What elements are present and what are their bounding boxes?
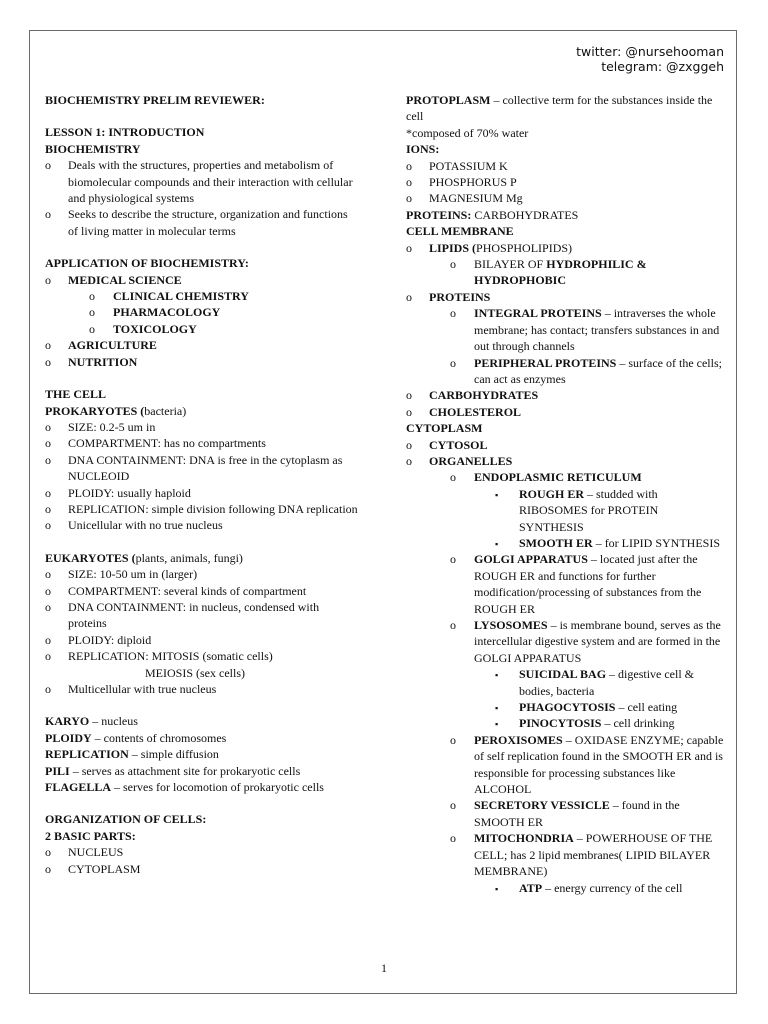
list-item: o COMPARTMENT: has no compartments — [45, 436, 266, 451]
application-heading: APPLICATION OF BIOCHEMISTRY: — [45, 256, 249, 271]
list-item: o SECRETORY VESSICLE – found in the SMOOTH ER — [450, 798, 680, 829]
definition: PILI – serves as attachment site for prokaryotic cells — [45, 763, 301, 778]
list-item: o LYSOSOMES – is membrane bound, serves as the intercellular digestive system and are formed in the GOLGI APPARATUS — [450, 618, 721, 665]
list-item: o ENDOPLASMIC RETICULUM — [450, 470, 642, 485]
document-title: BIOCHEMISTRY PRELIM REVIEWER: — [45, 93, 265, 107]
list-item: o TOXICOLOGY — [89, 321, 197, 336]
list-item: o PHARMACOLOGY — [89, 305, 221, 320]
list-item: o ORGANELLES — [406, 453, 513, 468]
definition: REPLICATION – simple diffusion — [45, 747, 219, 762]
cell-heading: THE CELL — [45, 387, 107, 402]
list-item: o CYTOPLASM — [45, 861, 141, 876]
list-item: o PLOIDY: usually haploid — [45, 485, 191, 500]
list-item: o GOLGI APPARATUS – located just after the ROUGH ER and functions for further modification/processing of substances from the ROUGH ER — [450, 552, 702, 616]
list-item: ▪ SMOOTH ER – for LIPID SYNTHESIS — [495, 535, 721, 550]
list-item: o Deals with the structures, properties and metabolism of biomolecular compounds and their interaction with cellular and physiological systems — [45, 158, 353, 206]
biochemistry-heading: BIOCHEMISTRY — [45, 141, 141, 156]
social-handles — [576, 44, 724, 74]
list-item: o INTEGRAL PROTEINS – intraverses the whole membrane; has contact; transfers substances in and out through channels — [450, 306, 720, 354]
list-item: ▪ PINOCYTOSIS – cell drinking — [495, 716, 675, 731]
cytoplasm-heading: CYTOPLASM — [406, 421, 483, 436]
list-item: o AGRICULTURE — [45, 338, 157, 353]
list-item: o SIZE: 10-50 um in (larger) — [45, 567, 198, 582]
basic-parts-heading: 2 BASIC PARTS: — [45, 828, 136, 843]
definition: KARYO – nucleus — [45, 714, 138, 729]
list-item: o CARBOHYDRATES — [406, 388, 539, 403]
left-column — [45, 92, 360, 877]
list-item: o PERIPHERAL PROTEINS – surface of the cells; can act as enzymes — [450, 355, 722, 386]
cell-membrane-heading: CELL MEMBRANE — [406, 224, 514, 239]
right-column — [406, 92, 724, 896]
list-item: o CHOLESTEROL — [406, 404, 522, 419]
list-item: o POTASSIUM K — [406, 158, 508, 173]
eukaryotes-heading: EUKARYOTES (plants, animals, fungi) — [45, 550, 243, 565]
definition: FLAGELLA – serves for locomotion of prokaryotic cells — [45, 780, 324, 795]
list-item: o MITOCHONDRIA – POWERHOUSE OF THE CELL; has 2 lipid membranes( LIPID BILAYER MEMBRANE) — [450, 831, 713, 879]
list-item: o BILAYER OF HYDROPHILIC & HYDROPHOBIC — [450, 257, 647, 288]
list-item: o LIPIDS (PHOSPHOLIPIDS) — [406, 240, 573, 255]
list-item: o NUCLEUS — [45, 845, 124, 860]
list-item: o Multicellular with true nucleus — [45, 682, 217, 696]
lesson-heading: LESSON 1: INTRODUCTION — [45, 125, 205, 140]
twitter-handle: twitter: @nursehooman — [576, 44, 724, 59]
list-item: o DNA CONTAINMENT: DNA is free in the cytoplasm as NUCLEOID — [45, 452, 343, 484]
prokaryotes-heading: PROKARYOTES (bacteria) — [45, 403, 187, 418]
telegram-handle: telegram: @zxggeh — [601, 59, 724, 74]
list-item: o REPLICATION: simple division following DNA replication — [45, 501, 358, 516]
meiosis-line: MEIOSIS (sex cells) — [145, 665, 245, 680]
list-item: o PLOIDY: diploid — [45, 632, 152, 647]
list-item: ▪ SUICIDAL BAG – digestive cell & bodies, bacteria — [495, 667, 695, 698]
list-item: ▪ ATP – energy currency of the cell — [495, 880, 683, 895]
list-item: o PROTEINS — [406, 289, 491, 304]
list-item: o MAGNESIUM Mg — [406, 191, 523, 206]
list-item: o COMPARTMENT: several kinds of compartment — [45, 583, 307, 598]
page-number: 1 — [381, 961, 387, 975]
list-item: o PEROXISOMES – OXIDASE ENZYME; capable of self replication found in the SMOOTH ER and is responsible for processing substances like ALCOHOL — [450, 732, 724, 797]
list-item: ▪ PHAGOCYTOSIS – cell eating — [495, 700, 678, 715]
protoplasm-note: *composed of 70% water — [406, 125, 529, 140]
list-item: o CYTOSOL — [406, 437, 488, 452]
list-item: o SIZE: 0.2-5 um in — [45, 419, 156, 434]
proteins-line: PROTEINS: CARBOHYDRATES — [406, 207, 579, 222]
ions-heading: IONS: — [406, 142, 440, 157]
list-item: o DNA CONTAINMENT: in nucleus, condensed with proteins — [45, 599, 320, 631]
list-item: o REPLICATION: MITOSIS (somatic cells) — [45, 649, 273, 664]
list-item: o NUTRITION — [45, 354, 138, 369]
list-item: o PHOSPHORUS P — [406, 175, 517, 190]
list-item: o Seeks to describe the structure, organization and functions of living matter in molecular terms — [45, 207, 348, 238]
organization-heading: ORGANIZATION OF CELLS: — [45, 812, 207, 827]
list-item: o Unicellular with no true nucleus — [45, 518, 223, 533]
definition: PLOIDY – contents of chromosomes — [45, 730, 227, 745]
list-item: o MEDICAL SCIENCE — [45, 272, 182, 287]
protoplasm-definition: PROTOPLASM – collective term for the substances inside the cell — [406, 93, 713, 124]
list-item: o CLINICAL CHEMISTRY — [89, 289, 249, 304]
list-item: ▪ ROUGH ER – studded with RIBOSOMES for PROTEIN SYNTHESIS — [495, 486, 659, 534]
